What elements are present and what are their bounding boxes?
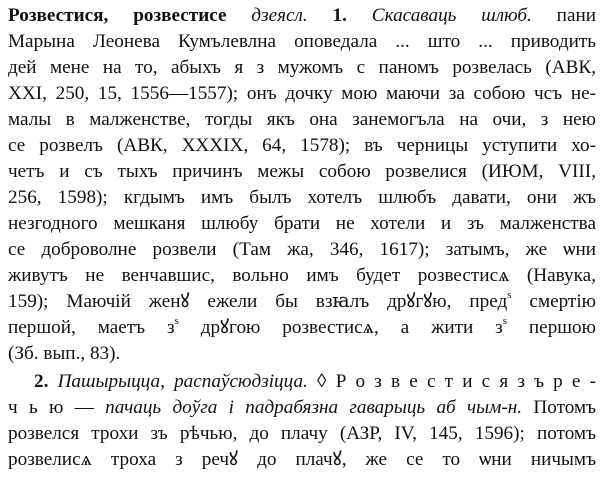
text-line-10: се доброволне розвели (Там жа, 346, 1617); затымъ, же ѡни <box>8 239 596 260</box>
text-fragment: Потомъ <box>533 397 596 418</box>
phrase-spaced: Р о з в е с т и с я з ъ р е - <box>335 371 596 392</box>
text-line-16 <box>8 394 596 422</box>
text-line-1 <box>8 2 596 30</box>
text-line-18: розвелисѧ троха з речꙋ до плачꙋ, же се то ѡни ничымъ <box>8 449 596 470</box>
superscript: s <box>502 314 508 327</box>
phrase-gloss: пачаць доўга і падрабязна гаварыць аб чым-н. <box>105 397 523 418</box>
text-line-14: (Зб. вып., 83). <box>8 343 121 364</box>
text-line-5: малы в малженстве, тогды якъ она занемогъла на очи, з нею <box>8 109 596 130</box>
text-fragment: пани <box>556 5 596 26</box>
text-fragment: дрꙋгою розвестисѧ, а жити з <box>178 317 503 338</box>
text-line-12 <box>8 288 596 316</box>
text-fragment: смертію <box>511 291 596 312</box>
dictionary-entry <box>8 2 596 476</box>
text-line-17: розвелся трохи зъ рѣчью, до плачу (АЗР, IV, 145, 1596); потомъ <box>8 423 596 444</box>
sense-number-2: 2. <box>34 371 49 392</box>
sense-number-1: 1. <box>332 5 347 26</box>
text-line-11: живутъ не венчавшис, вольно имъ будет розвестисѧ (Навука, <box>8 265 596 286</box>
text-fragment: 159); Маючій женꙋ ежели бы взꙗлъ дрꙋгꙋю, пред <box>8 291 508 312</box>
text-line-15 <box>8 368 596 396</box>
sense-gloss-2: Пашырыцца, распаўсюдзіцца. <box>57 371 308 392</box>
sense-gloss-1: Скасаваць шлюб. <box>371 5 532 26</box>
dash: — <box>74 397 94 418</box>
text-line-3: дей мене на то, абыхъ я з мужомъ с паномъ розвелась (АВК, <box>8 57 596 78</box>
superscript: s <box>174 314 179 327</box>
text-line-9: незгодного мешканя шлюбу брати не хотели и зъ малженства <box>8 213 596 234</box>
text-line-4: XXI, 250, 15, 1556—1557); онъ дочку мою маючи за собою чсъ не- <box>8 83 596 104</box>
diamond-symbol: ◊ <box>317 371 327 392</box>
text-line-6: се розвелъ (АВК, XXXIX, 64, 1578); въ черницы уступити хо- <box>8 135 596 156</box>
headword: Розвестися, розвестисе <box>8 5 227 26</box>
text-fragment: першой, маетъ з <box>8 317 175 338</box>
part-of-speech: дзеясл. <box>251 5 308 26</box>
phrase-spaced: ч ь ю <box>8 397 64 418</box>
text-line-8: 256, 1598); кгдымъ имъ былъ хотелъ шлюбъ давати, они жъ <box>8 187 596 208</box>
text-line-13 <box>8 314 596 342</box>
superscript: s <box>507 288 512 301</box>
text-line-2: Марына Леонева Кумълевлна оповедала ... што ... приводить <box>8 31 596 52</box>
text-fragment: першою <box>507 317 596 338</box>
text-line-7: четъ и съ тыхъ причинъ межы собою розвелися (ИЮМ, VIII, <box>8 161 596 182</box>
